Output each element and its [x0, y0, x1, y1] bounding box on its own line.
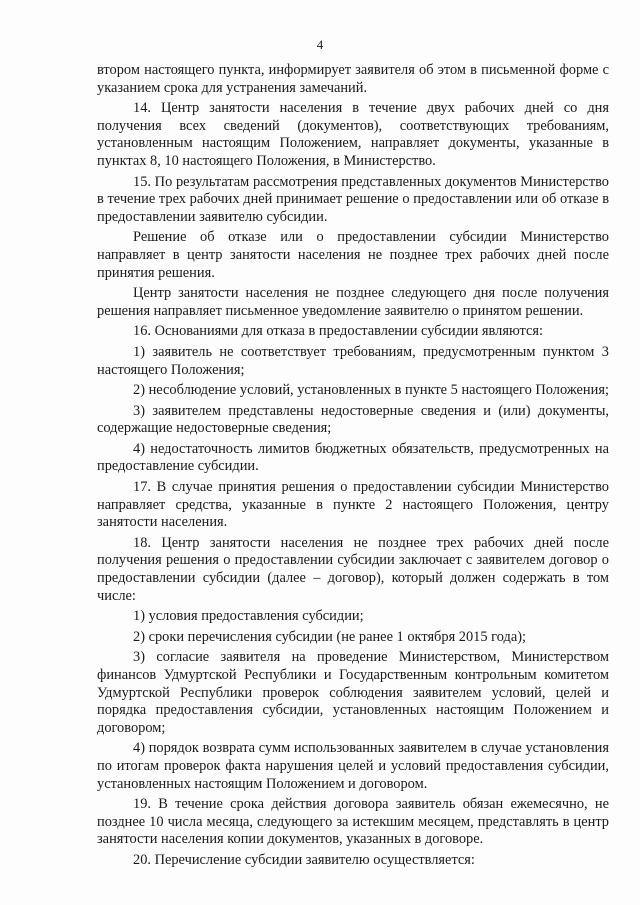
- paragraph: 17. В случае принятия решения о предоставлении субсидии Министерство направляет средства, указанные в пункте 2 настоящего Положения, центру занятости населения.: [97, 479, 609, 531]
- paragraph: Центр занятости населения не позднее следующего дня после получения решения направляет письменное уведомление заявителю о принятом решении.: [97, 285, 609, 319]
- document-body: [97, 62, 609, 870]
- paragraph: 18. Центр занятости населения не позднее трех рабочих дней после получения решения о предоставлении субсидии заключает с заявителем договор о предоставлении субсидии (далее – договор), который должен содержать в том числе:: [97, 534, 609, 604]
- paragraph: 16. Основаниями для отказа в предоставлении субсидии являются:: [133, 323, 543, 340]
- paragraph: 14. Центр занятости населения в течение двух рабочих дней со дня получения всех сведений (документов), соответствующих требованиям, установленным настоящим Положением, направляет документы, указанные в пунктах 8, 10 настоящего Положения, в Министерство.: [97, 100, 609, 169]
- paragraph: 4) порядок возврата сумм использованных заявителем в случае установления по итогам проверок факта нарушения целей и условий предоставления субсидии, установленных настоящим Положением и договором.: [97, 740, 609, 792]
- paragraph: 3) заявителем представлены недостоверные сведения и (или) документы, содержащие недостоверные сведения;: [97, 402, 609, 437]
- paragraph: 15. По результатам рассмотрения представленных документов Министерство в течение трех рабочих дней принимает решение о предоставлении или об отказе в предоставлении заявителю субсидии.: [97, 173, 609, 225]
- paragraph: Решение об отказе или о предоставлении субсидии Министерство направляет в центр занятости населения не позднее трех рабочих дней после принятия решения.: [97, 229, 609, 281]
- paragraph: 1) заявитель не соответствует требованиям, предусмотренным пунктом 3 настоящего Положения;: [97, 343, 609, 378]
- paragraph: 2) сроки перечисления субсидии (не ранее 1 октября 2015 года);: [133, 628, 526, 645]
- paragraph: 3) согласие заявителя на проведение Министерством, Министерством финансов Удмуртской Республики и Государственным контрольным комитетом Удмуртской Республики проверок соблюдения заявителем условий, целей и порядка предоставления субсидии, установленных настоящим Положением и договором;: [97, 649, 609, 736]
- paragraph: 20. Перечисление субсидии заявителю осуществляется:: [133, 851, 475, 868]
- paragraph: втором настоящего пункта, информирует заявителя об этом в письменной форме с указанием срока для устранения замечаний.: [97, 62, 609, 96]
- page-number: 4: [316, 37, 324, 52]
- paragraph: 4) недостаточность лимитов бюджетных обязательств, предусмотренных на предоставление субсидии.: [97, 440, 609, 475]
- paragraph: 19. В течение срока действия договора заявитель обязан ежемесячно, не позднее 10 числа месяца, следующего за истекшим месяцем, представлять в центр занятости населения копии документов, указанных в договоре.: [97, 796, 609, 848]
- paragraph: 2) несоблюдение условий, установленных в пункте 5 настоящего Положения;: [133, 382, 609, 399]
- paragraph: 1) условия предоставления субсидии;: [133, 608, 364, 625]
